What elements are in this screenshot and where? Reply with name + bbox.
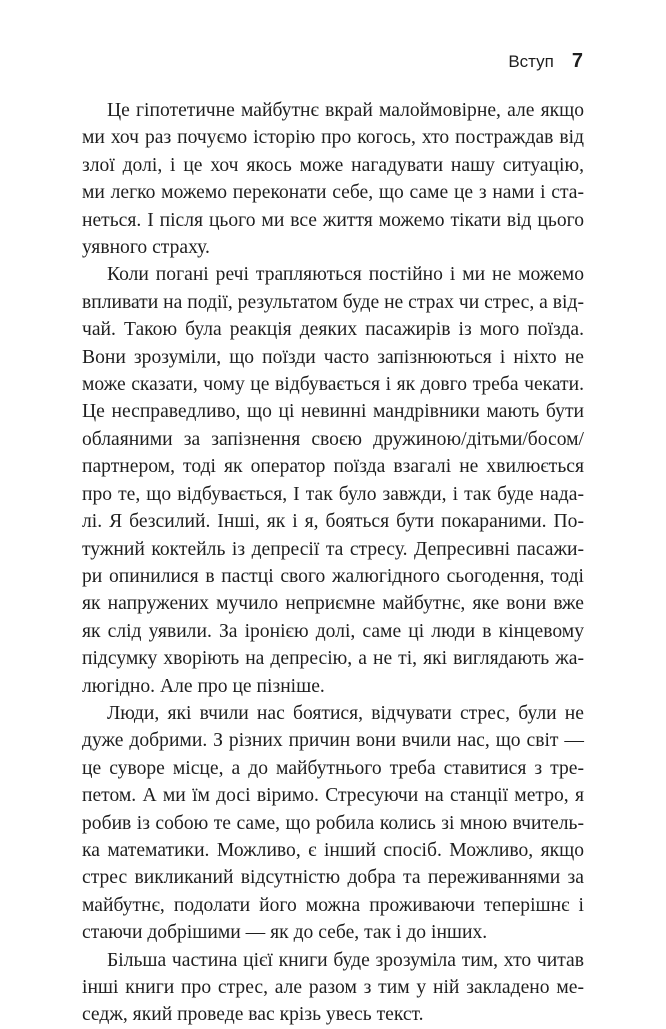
- paragraph: [82, 261, 584, 700]
- text-line: може сказати, чому це відбувається і як довго треба чекати.: [82, 374, 584, 396]
- text-line: стрес викликаний відсутністю добра та переживаннями за: [82, 867, 584, 889]
- paragraph: [82, 700, 584, 947]
- text-line: робив із собою те саме, що робила колись зі мною вчитель-: [82, 812, 584, 834]
- section-title: Вступ: [508, 52, 554, 71]
- text-line: Це несправедливо, що ці невинні мандрівники мають бути: [82, 401, 584, 423]
- text-line: петом. А ми їм досі віримо. Стресуючи на станції метро, я: [82, 785, 584, 807]
- body-text: [82, 97, 584, 1029]
- text-line: ми хоч раз почуємо історію про когось, хто постраждав від: [82, 127, 584, 149]
- text-line: Люди, які вчили нас боятися, відчувати стрес, були не: [107, 702, 584, 724]
- text-line: ми легко можемо переконати себе, що саме це з нами і ста-: [82, 182, 584, 204]
- text-line: стаючи добрішими — як до себе, так і до інших.: [82, 922, 488, 944]
- text-line: це суворе місце, а до майбутнього треба ставитися з тре-: [82, 757, 584, 779]
- text-line: люгідно. Але про це пізніше.: [82, 675, 325, 697]
- text-line: злої долі, і це хоч якось може нагадувати нашу ситуацію,: [82, 154, 584, 176]
- text-line: як напружених мучило неприємне майбутнє, яке вони вже: [82, 593, 584, 615]
- page-number: 7: [571, 50, 583, 72]
- text-line: чай. Такою була реакція деяких пасажирів із мого поїзда.: [82, 319, 584, 341]
- text-line: ри опинилися в пастці свого жалюгідного сьогодення, тоді: [82, 565, 584, 587]
- text-line: про те, що відбувається, І так було завжди, і так буде нада-: [82, 483, 584, 505]
- paragraph: [82, 97, 584, 261]
- text-line: ка математики. Можливо, є інший спосіб. Можливо, якщо: [82, 839, 584, 861]
- text-line: седж, який проведе вас крізь увесь текст.: [82, 1004, 424, 1026]
- text-line: уявного страху.: [82, 237, 210, 259]
- text-line: Вони зрозуміли, що поїзди часто запізнюються і ніхто не: [82, 346, 584, 368]
- text-line: партнером, тоді як оператор поїзда взагалі не хвилюється: [82, 456, 584, 478]
- text-line: Коли погані речі трапляються постійно і ми не можемо: [107, 264, 584, 286]
- paragraph: [82, 947, 584, 1029]
- text-line: неться. І після цього ми все життя можемо тікати від цього: [82, 209, 584, 231]
- running-header: [508, 50, 583, 73]
- text-line: як слід уявили. За іронією долі, саме ці люди в кінцевому: [82, 620, 584, 642]
- text-line: лі. Я безсилий. Інші, як і я, бояться бути покараними. По-: [82, 511, 584, 533]
- text-line: Це гіпотетичне майбутнє вкрай малоймовірне, але якщо: [107, 100, 584, 121]
- text-line: дуже добрими. З різних причин вони вчили нас, що світ —: [82, 730, 584, 752]
- text-line: облаяними за запізнення своєю дружиною/дітьми/босом/: [82, 428, 584, 450]
- text-line: впливати на події, результатом буде не страх чи стрес, а від-: [82, 291, 584, 313]
- text-line: інші книги про стрес, але разом з тим у ній закладено ме-: [82, 977, 584, 998]
- text-line: тужний коктейль із депресії та стресу. Депресивні пасажи-: [82, 538, 584, 560]
- text-line: Більша частина цієї книги буде зрозуміла тим, хто читав: [107, 949, 584, 971]
- text-line: підсумку хворіють на депресію, а не ті, які виглядають жа-: [82, 648, 584, 670]
- text-line: майбутнє, подолати його можна проживаючи теперішнє і: [82, 894, 584, 916]
